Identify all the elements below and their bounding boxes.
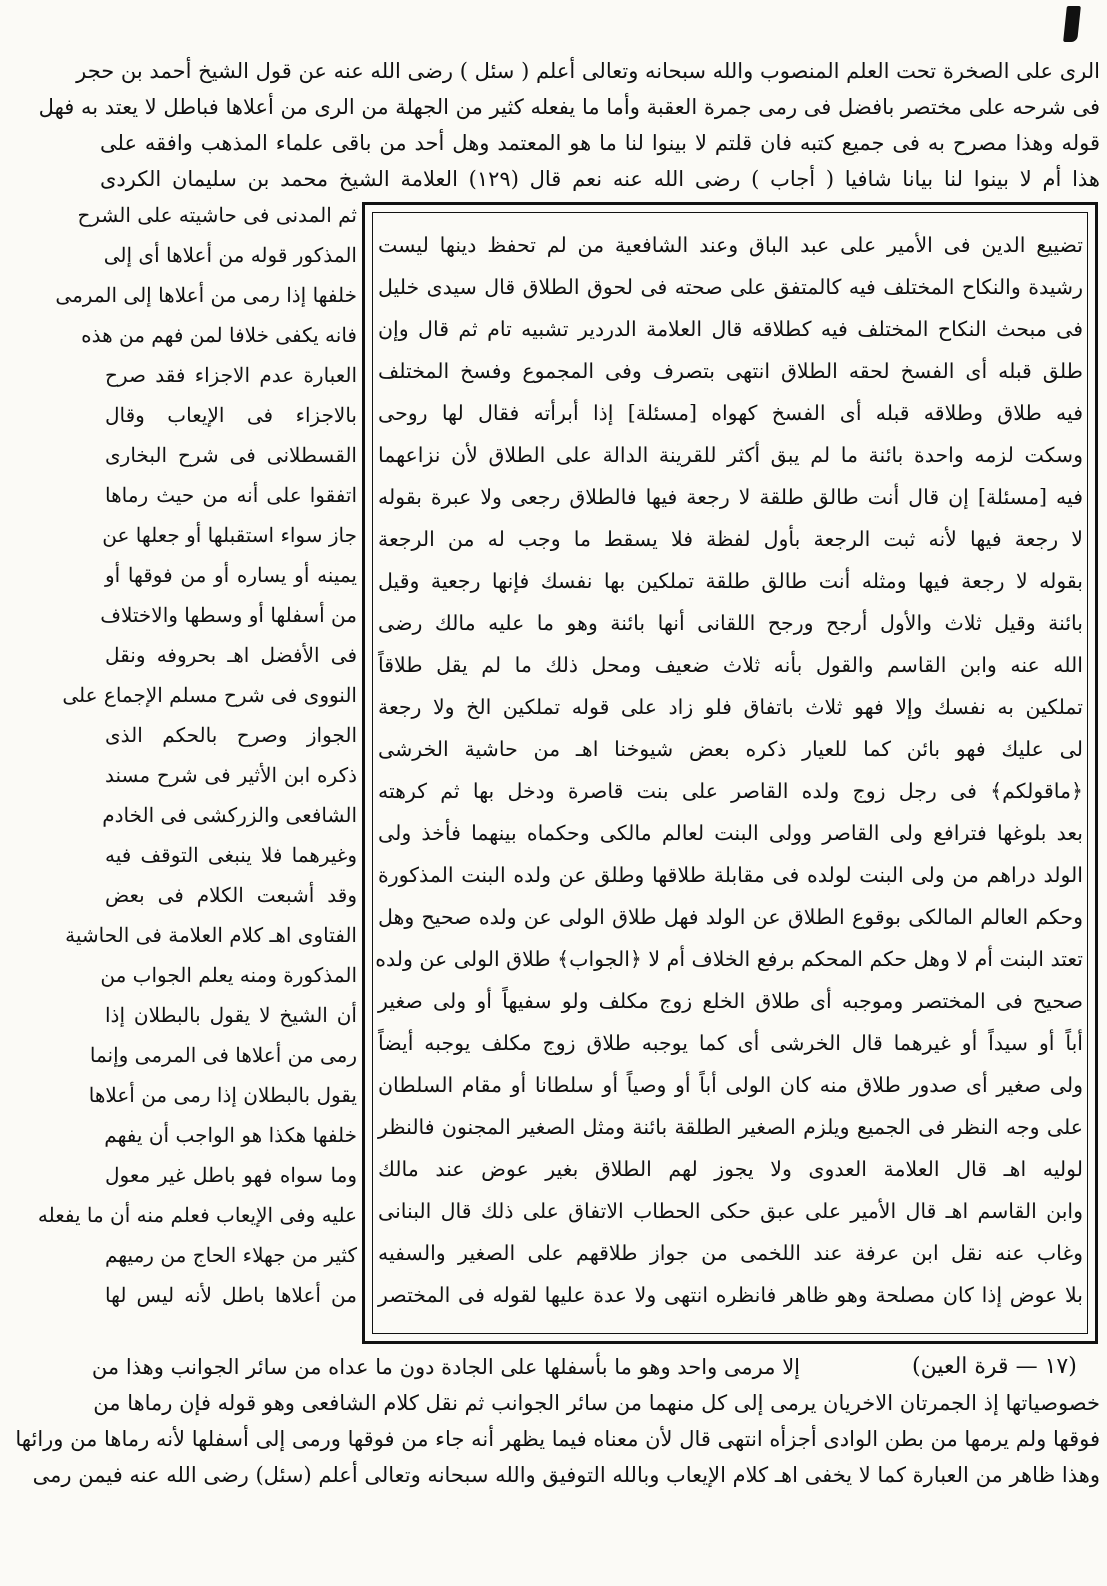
side-line: وما سواه فهو باطل غير معول xyxy=(105,1163,357,1187)
box-line: ولى صغير أى صدور طلاق منه كان الولى أباً أو وصياً أو سلطانا أو مقام السلطان xyxy=(378,1073,1083,1097)
box-line: تعتد البنت أم لا وهل حكم المحكم برفع الخلاف أم لا ﴿الجواب﴾ طلاق الولى عن ولده xyxy=(375,947,1083,971)
footer-line: فوقها ولم يرمها من بطن الوادى أجزأه انتهى قال لأن معناه فيما يظهر أنه جاء من فوقها ورمى إلى أسفلها لأنه رماها من ورائها xyxy=(15,1427,1100,1451)
box-line: تضييع الدين فى الأمير على عبد الباق وعند الشافعية من لم تحفظ دينها ليست xyxy=(378,233,1083,257)
box-line: على وجه النظر فى الجميع ويلزم الصغير الطلقة بائنة ومثل الصغير المجنون فالنظر xyxy=(378,1115,1083,1139)
box-line: لا رجعة فيها لأنه ثبت الرجعة بأول لفظة فلا يسقط ما وجب له من الرجعة xyxy=(378,527,1083,551)
box-line: فيه [مسئلة] إن قال أنت طالق طلقة لا رجعة فيها فالطلاق رجعى ولا عبرة بقوله xyxy=(378,485,1083,509)
side-line: ذكره ابن الأثير فى شرح مسند xyxy=(105,763,357,787)
box-line: فى مبحث النكاح المختلف فيه كطلاقه قال العلامة الدردير تشبيه تام ثم قال وإن xyxy=(378,317,1083,341)
side-line: القسطلانى فى شرح البخارى xyxy=(105,443,357,467)
side-line: وقد أشبعت الكلام فى بعض xyxy=(105,883,357,907)
side-line: عليه وفى الإيعاب فعلم منه أن ما يفعله xyxy=(37,1203,357,1227)
side-line: بالاجزاء فى الإيعاب وقال xyxy=(105,403,357,427)
side-line: فانه يكفى خلافا لمن فهم من هذه xyxy=(81,323,357,347)
top-line: فى شرحه على مختصر بافضل فى رمى جمرة العقبة وأما ما يفعله كثير من الجهلة من الرى من أعلاها فباطل لا يعتد به فهل xyxy=(38,95,1100,119)
corner-mark xyxy=(1063,6,1081,42)
box-line: تملكين به نفسك وإلا فهو ثلاث باتفاق فلو زاد على قوله تملكين الخ ولا رجعة xyxy=(378,695,1083,719)
top-line: هذا أم لا بينوا لنا بيانا شافيا ( أجاب ) رضى الله عنه نعم قال (١٢٩) العلامة الشيخ محمد بن سليمان الكردى xyxy=(100,167,1100,191)
box-line: ﴿ماقولكم﴾ فى رجل زوج ولده القاصر على بنت قاصرة ودخل بها ثم كرهته xyxy=(378,779,1083,803)
side-line: يمينه أو يساره أو من فوقها أو xyxy=(105,563,357,587)
side-line: جاز سواء استقبلها أو جعلها عن xyxy=(102,523,357,547)
side-line: يقول بالبطلان إذا رمى من أعلاها xyxy=(88,1083,357,1107)
box-line: لوليه اهـ قال العلامة العدوى ولا يجوز لهم الطلاق بغير عوض عند مالك xyxy=(378,1157,1083,1181)
side-line: أن الشيخ لا يقول بالبطلان إذا xyxy=(105,1003,357,1027)
side-line: اتفقوا على أنه من حيث رماها xyxy=(105,483,357,507)
box-line: وغاب عنه نقل ابن عرفة عند اللخمى من جواز طلاقهم على الصغير والسفيه xyxy=(378,1241,1083,1265)
box-line: الله عنه وابن القاسم والقول بأنه ثلاث ضعيف ومحل ذلك ما لم يقل طلاقاً xyxy=(378,653,1083,677)
footer-line: وهذا ظاهر من العبارة كما لا يخفى اهـ كلام الإيعاب وبالله التوفيق والله سبحانه وتعالى أعلم (سئل) رضى الله عنه فيمن رمى xyxy=(32,1463,1100,1487)
side-line: خلفها هكذا هو الواجب أن يفهم xyxy=(104,1123,357,1147)
box-line: طلق قبله أى الفسخ لحقه الطلاق انتهى بتصرف وفى المجموع وفسخ المختلف xyxy=(378,359,1083,383)
side-line: خلفها إذا رمى من أعلاها إلى المرمى xyxy=(55,283,357,307)
side-line: العبارة عدم الاجزاء فقد صرح xyxy=(105,363,357,387)
top-line: الرى على الصخرة تحت العلم المنصوب والله سبحانه وتعالى أعلم ( سئل ) رضى الله عنه عن قول الشيخ أحمد بن حجر xyxy=(76,59,1100,83)
side-line: ثم المدنى فى حاشيته على الشرح xyxy=(77,203,357,227)
side-line: الشافعى والزركشى فى الخادم xyxy=(102,803,357,827)
side-line: وغيرهما فلا ينبغى التوقف فيه xyxy=(105,843,357,867)
side-line: النووى فى شرح مسلم الإجماع على xyxy=(62,683,357,707)
box-line: فيه طلاق وطلاقه قبله أى الفسخ كهواه [مسئلة] إذا أبرأته فقال لها روحى xyxy=(378,401,1083,425)
box-line: بقوله لا رجعة فيها ومثله أنت طالق طلقة تملكين بها نفسك فإنها رجعية وقيل xyxy=(378,569,1083,593)
side-line: المذكورة ومنه يعلم الجواب من xyxy=(100,963,357,987)
box-line: بائنة وقيل ثلاث والأول أرجح ورجح اللقانى أنها بائنة وهو ما عليه مالك رضى xyxy=(378,611,1083,635)
side-line: فى الأفضل اهـ بحروفه ونقل xyxy=(105,643,357,667)
box-line: بعد بلوغها فترافع ولى القاصر وولى البنت لعالم مالكى وحكماه بينهما فأخذ ولى xyxy=(378,821,1083,845)
side-line: الجواز وصرح بالحكم الذى xyxy=(105,723,357,747)
box-line: أباً أو سيداً أو غيرهما قال الخرشى أى كما يوجبه طلاق زوج مكلف يوجبه أيضاً xyxy=(378,1031,1083,1055)
side-line: من أعلاها باطل لأنه ليس لها xyxy=(105,1283,357,1307)
side-line: المذكور قوله من أعلاها أى إلى xyxy=(103,243,357,267)
box-line: لى عليك فهو بائن كما للعيار ذكره بعض شيوخنا اهـ من حاشية الخرشى xyxy=(378,737,1083,761)
box-line: وحكم العالم المالكى بوقوع الطلاق عن الولد فهل طلاق الولى عن ولده صحيح وهل xyxy=(378,905,1083,929)
top-line: قوله وهذا مصرح به فى جميع كتبه فان قلتم لا بينوا لنا ما هو المعتمد وهل أحد من باقى علماء المذهب وافقه على xyxy=(100,131,1100,155)
box-line: وسكت لزمه واحدة بائنة ما لم يبق أكثر للقرينة الدالة على الطلاق لأن نزاعهما xyxy=(378,443,1083,467)
side-line: كثير من جهلاء الحاج من رميهم xyxy=(105,1243,357,1267)
footer-line: إلا مرمى واحد وهو ما بأسفلها على الجادة دون ما عداه من سائر الجوانب وهذا من xyxy=(91,1355,800,1379)
box-line: رشيدة والنكاح المختلف فيه كالمتفق على صحته فى لحوق الطلاق قال سيدى خليل xyxy=(378,275,1083,299)
box-line: صحيح فى المختصر وموجبه أى طلاق الخلع زوج مكلف ولو سفيهاً أو ولى صغير xyxy=(378,989,1083,1013)
box-line: بلا عوض إذا كان مصلحة وهو ظاهر فانظره انتهى ولا عدة عليها لقوله فى المختصر xyxy=(378,1283,1083,1307)
footer-line: خصوصياتها إذ الجمرتان الاخريان يرمى إلى كل منهما من سائر الجوانب ثم نقل كلام الشافعى وهو قوله فإن رماها من xyxy=(93,1391,1100,1415)
box-line: وابن القاسم اهـ قال الأمير على عبق حكى الحطاب الاتفاق على ذلك قال البنانى xyxy=(378,1199,1083,1223)
side-line: رمى من أعلاها فى المرمى وإنما xyxy=(89,1043,357,1067)
signature-mark: (١٧ — قرة العين) xyxy=(912,1354,1077,1379)
side-line: من أسفلها أو وسطها والاختلاف xyxy=(100,603,357,627)
side-line: الفتاوى اهـ كلام العلامة فى الحاشية xyxy=(65,923,357,947)
box-line: الولد دراهم من ولى البنت لولده فى مقابلة طلاقها وطلق عن ولده البنت المذكورة xyxy=(378,863,1083,887)
